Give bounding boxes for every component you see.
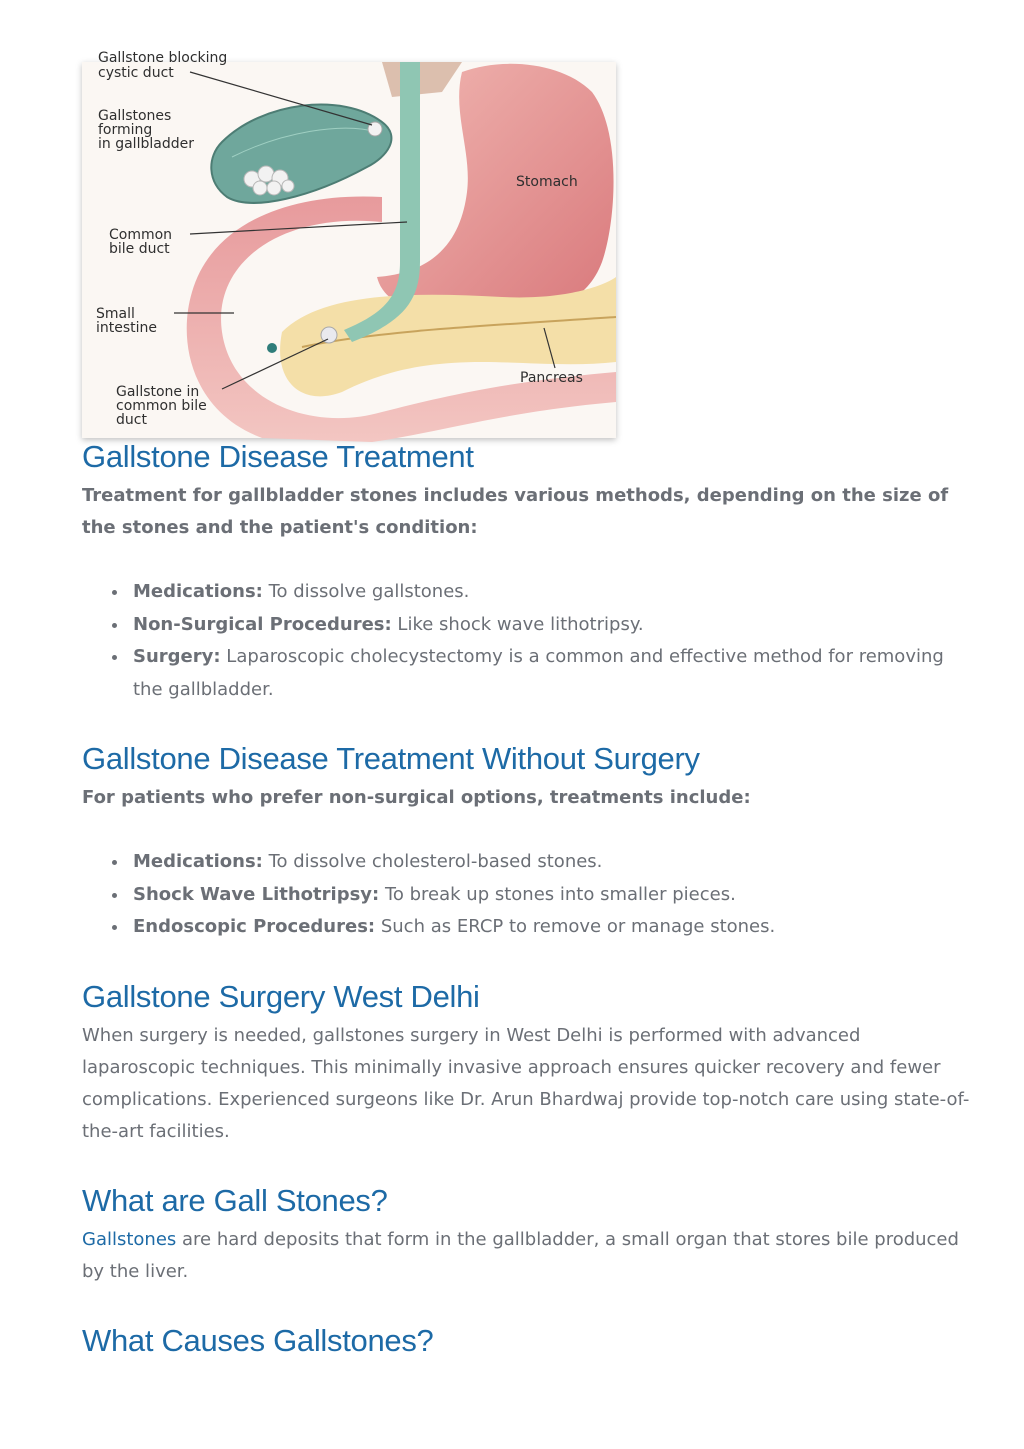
anatomy-diagram xyxy=(82,50,616,438)
section-without-surgery xyxy=(82,740,972,944)
label-bile-2: bile duct xyxy=(109,241,170,257)
heading-what-are-gallstones: What are Gall Stones? xyxy=(82,1182,388,1218)
label-forming-1: Gallstones xyxy=(98,108,172,124)
gallstone-anatomy-illustration xyxy=(82,50,616,438)
what-are-gallstones-body: Gallstones are hard deposits that form in the gallbladder, a small organ that stores bile produced by the liver. xyxy=(82,1228,959,1282)
label-intestine-1: Small xyxy=(96,306,135,322)
treatment-list xyxy=(82,576,972,706)
label-stone-2: common bile xyxy=(116,398,207,414)
article-content xyxy=(82,438,972,1360)
surgery-west-delhi-body: When surgery is needed, gallstones surgery in West Delhi is performed with advanced laparoscopic techniques. This minimally invasive approach ensures quicker recovery and fewer complications. Experienced surgeons like Dr. Arun Bhardwaj provide top-notch care using state-of-the-art facilities. xyxy=(82,1024,970,1142)
label-stone-3: duct xyxy=(116,412,147,428)
label-intestine-2: intestine xyxy=(96,320,158,336)
without-surgery-list xyxy=(82,846,972,944)
section-what-are-gallstones xyxy=(82,1182,972,1288)
list-item: Shock Wave Lithotripsy: To break up stones into smaller pieces. xyxy=(133,879,972,912)
label-cystic-top: Gallstone blocking xyxy=(98,50,228,66)
heading-causes: What Causes Gallstones? xyxy=(82,1322,434,1358)
section-treatment xyxy=(82,438,972,706)
heading-treatment: Gallstone Disease Treatment xyxy=(82,439,474,474)
label-stone-1: Gallstone in xyxy=(116,384,200,400)
section-surgery-west-delhi xyxy=(82,978,972,1148)
label-bile-1: Common xyxy=(109,227,173,243)
list-item: Endoscopic Procedures: Such as ERCP to remove or manage stones. xyxy=(133,911,972,944)
section-causes xyxy=(82,1322,972,1360)
label-forming-3: in gallbladder xyxy=(98,136,194,152)
label-stomach: Stomach xyxy=(516,174,578,190)
label-forming-2: forming xyxy=(98,122,153,138)
list-item: Medications: To dissolve gallstones. xyxy=(133,576,972,609)
label-pancreas: Pancreas xyxy=(520,370,583,386)
list-item: Surgery: Laparoscopic cholecystectomy is a common and effective method for removing the gallbladder. xyxy=(133,641,972,706)
gallstones-link[interactable]: Gallstones xyxy=(82,1228,177,1250)
list-item: Non-Surgical Procedures: Like shock wave lithotripsy. xyxy=(133,609,972,642)
heading-surgery-west-delhi: Gallstone Surgery West Delhi xyxy=(82,978,480,1014)
heading-without-surgery: Gallstone Disease Treatment Without Surgery xyxy=(82,741,700,776)
treatment-intro: Treatment for gallbladder stones includes various methods, depending on the size of the stones and the patient's condition: xyxy=(82,485,949,538)
list-item: Medications: To dissolve cholesterol-based stones. xyxy=(133,846,972,879)
without-surgery-intro: For patients who prefer non-surgical options, treatments include: xyxy=(82,787,751,808)
label-cystic-duct: cystic duct xyxy=(98,65,174,81)
